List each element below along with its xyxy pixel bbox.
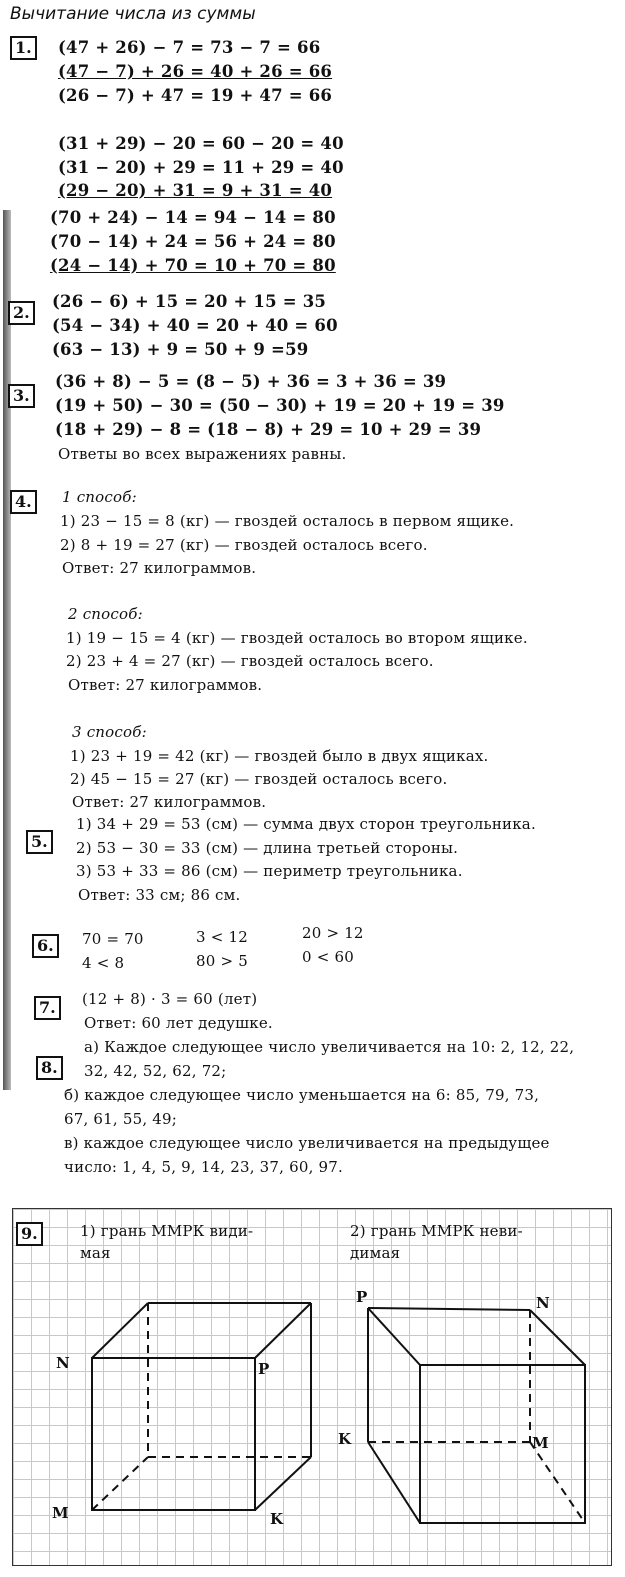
comparison: 4 < 8	[82, 954, 125, 972]
task4-line: 1) 19 − 15 = 4 (кг) — гвоздей осталось во втором ящике.	[66, 629, 528, 647]
task8-line: 67, 61, 55, 49;	[64, 1110, 178, 1128]
cube-1	[92, 1303, 311, 1510]
method-heading: 1 способ:	[62, 488, 137, 506]
task1-line: (47 + 26) − 7 = 73 − 7 = 66	[58, 38, 321, 57]
task3-line: (19 + 50) − 30 = (50 − 30) + 19 = 20 + 19 = 39	[55, 396, 505, 415]
task2-line: (63 − 13) + 9 = 50 + 9 =59	[52, 340, 309, 359]
vertex-label: P	[356, 1288, 368, 1306]
task8-line: число: 1, 4, 5, 9, 14, 23, 37, 60, 97.	[64, 1158, 343, 1176]
task8-line: б) каждое следующее число уменьшается на 6: 85, 79, 73,	[64, 1086, 540, 1104]
cube-2	[368, 1308, 585, 1523]
comparison: 3 < 12	[196, 928, 248, 946]
vertex-label: M	[532, 1434, 549, 1452]
comparison: 20 > 12	[302, 924, 364, 942]
vertex-label: M	[52, 1504, 69, 1522]
comparison: 0 < 60	[302, 948, 354, 966]
vertex-label: K	[338, 1430, 352, 1448]
task4-line: 1) 23 − 15 = 8 (кг) — гвоздей осталось в первом ящике.	[60, 512, 515, 530]
task-number-9: 9.	[16, 1222, 43, 1246]
task1-line: (24 − 14) + 70 = 10 + 70 = 80	[50, 256, 336, 275]
vertex-label: P	[258, 1360, 270, 1378]
task5-line: 1) 34 + 29 = 53 (см) — сумма двух сторон треугольника.	[76, 815, 536, 833]
task-number-7: 7.	[34, 996, 61, 1020]
caption-visible: 1) грань ММРК види-	[80, 1222, 254, 1240]
task2-line: (54 − 34) + 40 = 20 + 40 = 60	[52, 316, 338, 335]
task-number-1: 1.	[10, 36, 37, 60]
method-heading: 2 способ:	[68, 605, 143, 623]
task4-answer: Ответ: 27 килограммов.	[72, 793, 267, 811]
task1-line: (29 − 20) + 31 = 9 + 31 = 40	[58, 181, 333, 200]
task1-line: (26 − 7) + 47 = 19 + 47 = 66	[58, 86, 333, 105]
task-number-8: 8.	[36, 1056, 63, 1080]
task-number-3: 3.	[8, 384, 35, 408]
task8-line: в) каждое следующее число увеличивается на предыдущее	[64, 1134, 550, 1152]
comparison: 80 > 5	[196, 952, 248, 970]
task4-answer: Ответ: 27 килограммов.	[62, 559, 257, 577]
task1-line: (31 + 29) − 20 = 60 − 20 = 40	[58, 134, 344, 153]
task3-conclusion: Ответы во всех выражениях равны.	[58, 445, 347, 463]
task1-line: (70 + 24) − 14 = 94 − 14 = 80	[50, 208, 336, 227]
task1-line: (31 − 20) + 29 = 11 + 29 = 40	[58, 158, 344, 177]
caption-invisible: димая	[350, 1244, 401, 1262]
task5-line: 2) 53 − 30 = 33 (см) — длина третьей стороны.	[76, 839, 459, 857]
task4-line: 2) 45 − 15 = 27 (кг) — гвоздей осталось всего.	[70, 770, 448, 788]
task8-line: а) Каждое следующее число увеличивается на 10: 2, 12, 22,	[84, 1038, 575, 1056]
task2-line: (26 − 6) + 15 = 20 + 15 = 35	[52, 292, 327, 311]
task7-line: (12 + 8) · 3 = 60 (лет)	[82, 990, 258, 1008]
vertex-label: K	[270, 1510, 284, 1528]
task5-answer: Ответ: 33 см; 86 см.	[78, 886, 241, 904]
vertex-label: N	[536, 1294, 550, 1312]
task4-answer: Ответ: 27 килограммов.	[68, 676, 263, 694]
task-number-5: 5.	[26, 830, 53, 854]
task4-line: 1) 23 + 19 = 42 (кг) — гвоздей было в двух ящиках.	[70, 747, 489, 765]
task-number-4: 4.	[10, 490, 37, 514]
task3-line: (36 + 8) − 5 = (8 − 5) + 36 = 3 + 36 = 39	[55, 372, 447, 391]
task7-answer: Ответ: 60 лет дедушке.	[84, 1014, 273, 1032]
task4-line: 2) 8 + 19 = 27 (кг) — гвоздей осталось всего.	[60, 536, 428, 554]
task4-line: 2) 23 + 4 = 27 (кг) — гвоздей осталось всего.	[66, 652, 434, 670]
comparison: 70 = 70	[82, 930, 144, 948]
task5-line: 3) 53 + 33 = 86 (см) — периметр треугольника.	[76, 862, 463, 880]
caption-visible: мая	[80, 1244, 111, 1262]
task1-line: (70 − 14) + 24 = 56 + 24 = 80	[50, 232, 336, 251]
task8-line: 32, 42, 52, 62, 72;	[84, 1062, 227, 1080]
vertex-label: N	[56, 1354, 70, 1372]
task-number-2: 2.	[8, 301, 35, 325]
task1-line: (47 − 7) + 26 = 40 + 26 = 66	[58, 62, 333, 81]
method-heading: 3 способ:	[72, 723, 147, 741]
caption-invisible: 2) грань ММРК неви-	[350, 1222, 523, 1240]
task-number-6: 6.	[32, 934, 59, 958]
task3-line: (18 + 29) − 8 = (18 − 8) + 29 = 10 + 29 = 39	[55, 420, 482, 439]
page-title: Вычитание числа из суммы	[10, 4, 256, 24]
